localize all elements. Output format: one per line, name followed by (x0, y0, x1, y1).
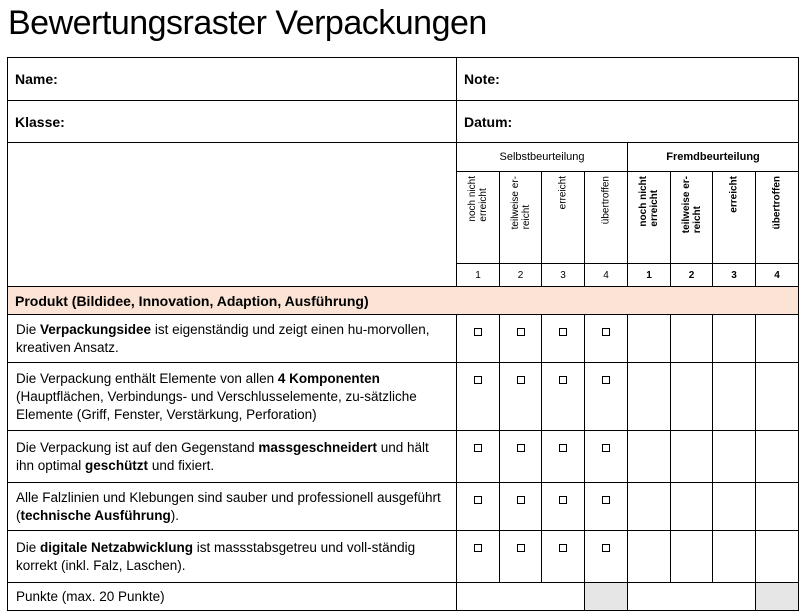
checkbox-icon[interactable] (517, 444, 525, 452)
level-header-self-3: erreicht (542, 172, 585, 264)
external-assessment-cell[interactable] (671, 483, 713, 531)
datum-field[interactable] (457, 101, 799, 143)
external-assessment-cell[interactable] (628, 483, 671, 531)
page-title: Bewertungsraster Verpackungen (8, 4, 487, 42)
checkbox-icon[interactable] (559, 376, 567, 384)
criterion-text-part: Die Verpackung enthält Elemente von allen (16, 370, 278, 386)
self-check-cell[interactable] (585, 483, 628, 531)
criterion-row (8, 431, 799, 483)
level-number-ext-1: 1 (628, 264, 671, 287)
self-check-cell[interactable] (500, 483, 542, 531)
level-header-self-2: teilweise er- reicht (500, 172, 542, 264)
criterion-text-part: Alle Falzlinien und Klebungen sind sauber und professionell ausgeführt ( (16, 489, 441, 523)
note-field[interactable] (457, 58, 799, 101)
level-header-self-4: übertroffen (585, 172, 628, 264)
checkbox-icon[interactable] (559, 444, 567, 452)
criterion-text-part: Die Verpackung ist auf den Gegenstand (16, 439, 259, 455)
external-assessment-cell[interactable] (628, 531, 671, 583)
points-self-total[interactable] (457, 583, 585, 611)
header-blank-cell (8, 143, 457, 287)
self-check-cell[interactable] (585, 363, 628, 431)
points-self-shaded (585, 583, 628, 611)
criterion-text (8, 315, 457, 363)
section-title: Produkt (Bildidee, Innovation, Adaption, Ausführung) (8, 287, 799, 315)
self-check-cell[interactable] (457, 431, 500, 483)
self-check-cell[interactable] (457, 483, 500, 531)
self-check-cell[interactable] (500, 363, 542, 431)
name-field[interactable] (8, 58, 457, 101)
criterion-text-part: ist massstabsgetreu und voll-ständig korrekt (inkl. Falz, Laschen). (16, 539, 416, 573)
klasse-field[interactable] (8, 101, 457, 143)
criterion-text (8, 483, 457, 531)
checkbox-icon[interactable] (517, 376, 525, 384)
rubric-table (7, 57, 799, 611)
level-number-ext-4: 4 (756, 264, 799, 287)
points-label: Punkte (max. 20 Punkte) (8, 583, 457, 611)
checkbox-icon[interactable] (602, 496, 610, 504)
checkbox-icon[interactable] (474, 376, 482, 384)
self-check-cell[interactable] (500, 431, 542, 483)
checkbox-icon[interactable] (474, 328, 482, 336)
external-assessment-cell[interactable] (671, 431, 713, 483)
checkbox-icon[interactable] (474, 496, 482, 504)
criterion-keyword: 4 Komponenten (277, 370, 380, 386)
level-header-ext-3: erreicht (713, 172, 756, 264)
external-assessment-cell[interactable] (671, 363, 713, 431)
self-check-cell[interactable] (585, 531, 628, 583)
criterion-keyword: digitale Netzabwicklung (40, 539, 194, 555)
name-label: Name: (15, 71, 58, 87)
external-assessment-cell[interactable] (628, 315, 671, 363)
external-assessment-cell[interactable] (756, 531, 799, 583)
level-number-self-4: 4 (585, 264, 628, 287)
checkbox-icon[interactable] (517, 544, 525, 552)
self-check-cell[interactable] (542, 315, 585, 363)
external-assessment-cell[interactable] (671, 531, 713, 583)
external-assessment-cell[interactable] (756, 431, 799, 483)
criterion-row (8, 531, 799, 583)
self-check-cell[interactable] (457, 363, 500, 431)
criteria-list (8, 315, 799, 583)
criterion-text-part: Die (16, 321, 41, 337)
checkbox-icon[interactable] (474, 444, 482, 452)
criterion-text-part: ). (170, 507, 180, 523)
checkbox-icon[interactable] (602, 376, 610, 384)
checkbox-icon[interactable] (474, 544, 482, 552)
external-assessment-cell[interactable] (713, 315, 756, 363)
external-assessment-cell[interactable] (671, 315, 713, 363)
self-check-cell[interactable] (585, 315, 628, 363)
criterion-text-part: ist eigenständig und zeigt einen hu-morvollen, kreativen Ansatz. (16, 321, 430, 355)
criterion-text (8, 363, 457, 431)
external-assessment-cell[interactable] (628, 431, 671, 483)
note-label: Note: (464, 71, 500, 87)
self-check-cell[interactable] (585, 431, 628, 483)
checkbox-icon[interactable] (517, 328, 525, 336)
level-number-self-2: 2 (500, 264, 542, 287)
external-assessment-cell[interactable] (713, 531, 756, 583)
self-check-cell[interactable] (542, 531, 585, 583)
level-number-ext-3: 3 (713, 264, 756, 287)
criterion-row (8, 483, 799, 531)
checkbox-icon[interactable] (517, 496, 525, 504)
checkbox-icon[interactable] (559, 496, 567, 504)
external-assessment-cell[interactable] (756, 315, 799, 363)
level-number-ext-2: 2 (671, 264, 713, 287)
external-assessment-cell[interactable] (713, 363, 756, 431)
criterion-row (8, 315, 799, 363)
criterion-text (8, 431, 457, 483)
klasse-label: Klasse: (15, 113, 65, 130)
checkbox-icon[interactable] (602, 544, 610, 552)
self-check-cell[interactable] (457, 315, 500, 363)
criterion-text (8, 531, 457, 583)
external-assessment-cell[interactable] (628, 363, 671, 431)
external-assessment-header: Fremdbeurteilung (628, 143, 799, 172)
criterion-row (8, 363, 799, 431)
checkbox-icon[interactable] (559, 544, 567, 552)
external-assessment-cell[interactable] (713, 431, 756, 483)
criterion-text-part: und hält ihn optimal (16, 439, 429, 473)
points-external-total[interactable] (628, 583, 756, 611)
external-assessment-cell[interactable] (756, 363, 799, 431)
level-header-ext-2: teilweise er- reicht (671, 172, 713, 264)
criterion-text-part: Die (16, 539, 41, 555)
criterion-keyword: technische Ausführung (20, 507, 171, 523)
points-external-shaded (756, 583, 799, 611)
external-assessment-cell[interactable] (713, 483, 756, 531)
level-number-self-3: 3 (542, 264, 585, 287)
checkbox-icon[interactable] (602, 444, 610, 452)
checkbox-icon[interactable] (602, 328, 610, 336)
criterion-text-part: (Hauptflächen, Verbindungs- und Verschlusselemente, zu-sätzliche Elemente (Griff, Fenster, Verstärkung, Perforation) (16, 388, 417, 422)
level-number-self-1: 1 (457, 264, 500, 287)
level-header-self-1: noch nicht erreicht (457, 172, 500, 264)
self-check-cell[interactable] (500, 531, 542, 583)
self-check-cell[interactable] (457, 531, 500, 583)
self-check-cell[interactable] (542, 363, 585, 431)
criterion-keyword: geschützt (85, 457, 149, 473)
checkbox-icon[interactable] (559, 328, 567, 336)
datum-label: Datum: (464, 113, 513, 130)
external-assessment-cell[interactable] (756, 483, 799, 531)
self-assessment-header: Selbstbeurteilung (457, 143, 628, 172)
level-header-ext-1: noch nicht erreicht (628, 172, 671, 264)
level-header-ext-4: übertroffen (756, 172, 799, 264)
criterion-keyword: massgeschneidert (258, 439, 377, 455)
self-check-cell[interactable] (542, 431, 585, 483)
self-check-cell[interactable] (542, 483, 585, 531)
criterion-keyword: Verpackungsidee (40, 321, 152, 337)
criterion-text-part: und fixiert. (148, 457, 215, 473)
self-check-cell[interactable] (500, 315, 542, 363)
